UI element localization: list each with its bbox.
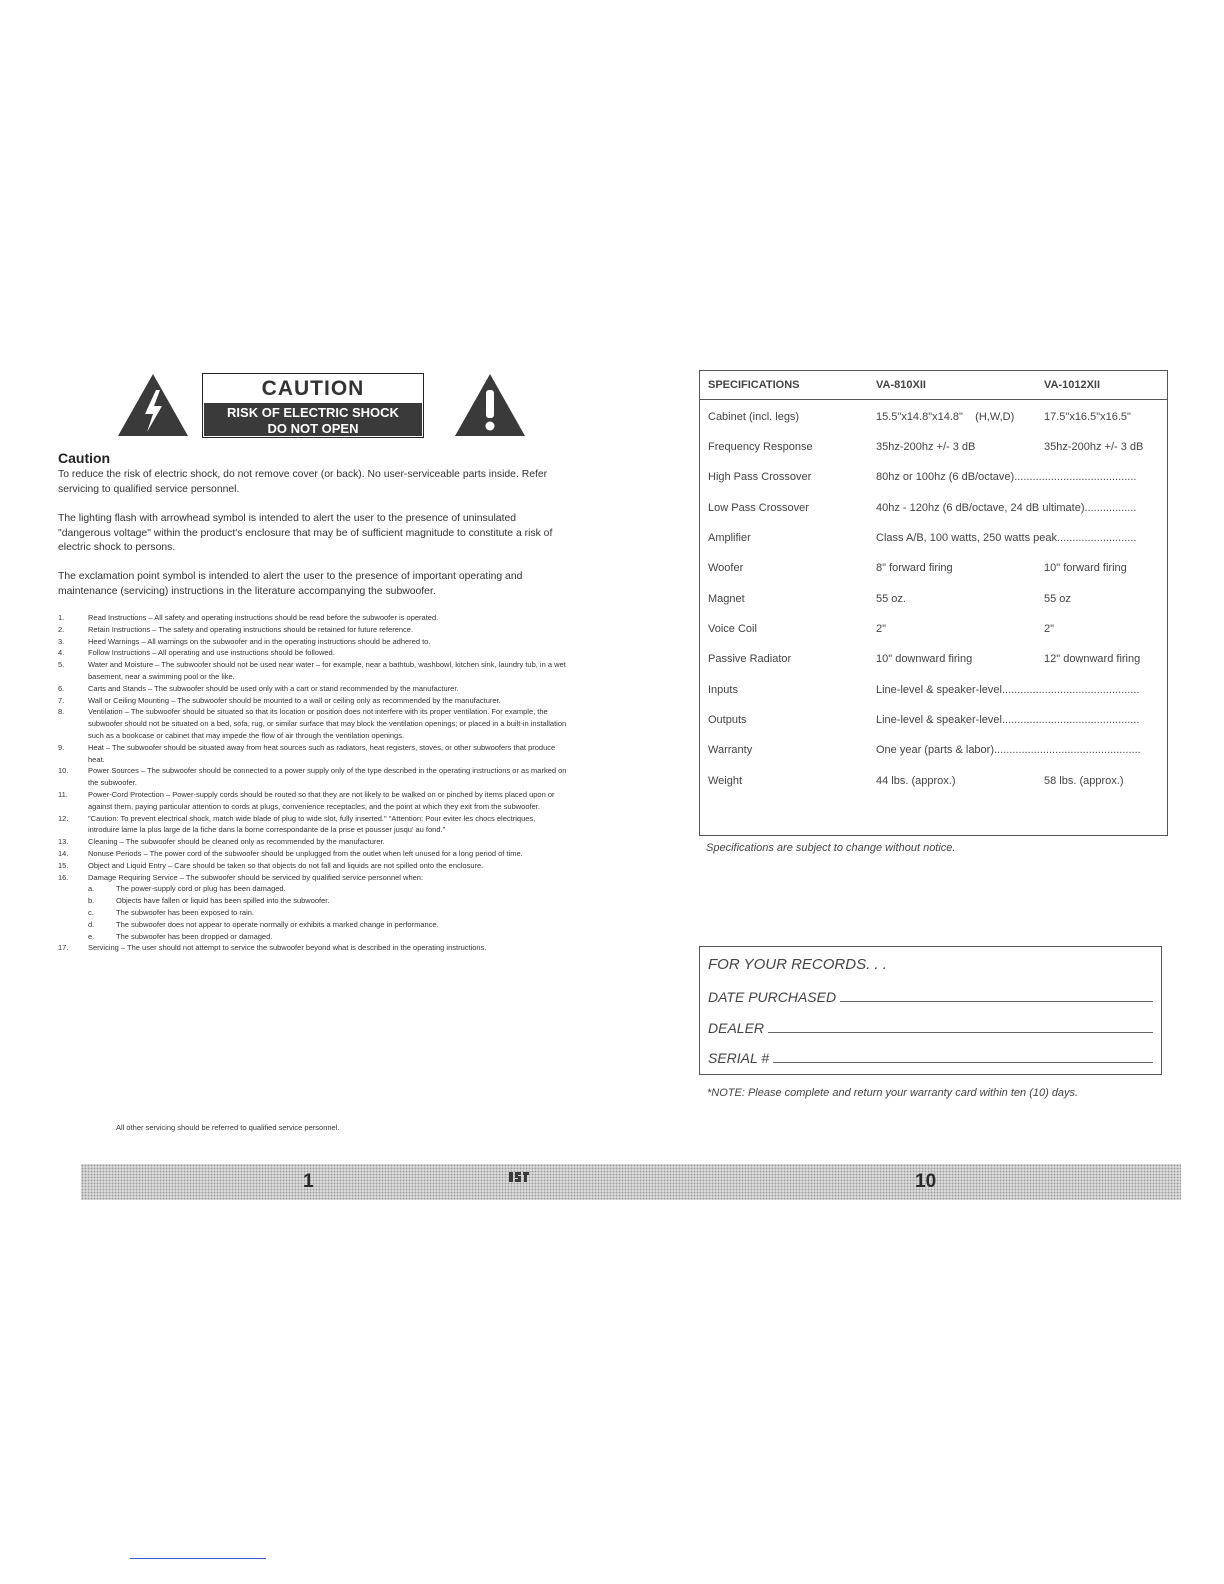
spec-row-weight: Weight 44 lbs. (approx.) 58 lbs. (approx.)	[708, 775, 1124, 787]
instruction-item: 14. Nonuse Periods – The power cord of the subwoofer should be unplugged from the outlet when left unused for a long period of time.	[58, 848, 523, 858]
spec-row-outputs: Outputs Line-level & speaker-level.............................................	[708, 714, 1140, 726]
records-title: FOR YOUR RECORDS. . .	[708, 956, 887, 973]
service-condition-item: e. The subwoofer has been dropped or damaged.	[88, 931, 273, 941]
date-purchased-field: DATE PURCHASED	[708, 985, 1153, 1005]
spec-header-divider	[700, 399, 1167, 400]
spec-header-label: SPECIFICATIONS	[708, 379, 800, 391]
instruction-item: 8. Ventilation – The subwoofer should be situated so that its location or position does not interfere with its proper ventilation. For example, the subwoofer should not be situated on a bed, sofa, rug, or similar surface that may block the ventilation openings; or placed in a built-in installation such as a bookcase or cabinet that may impede the flow of air through the ventilation openings.	[58, 707, 567, 740]
lightning-warning-icon	[116, 372, 190, 438]
spec-row-magnet: Magnet 55 oz. 55 oz	[708, 593, 1071, 605]
spec-row-inputs: Inputs Line-level & speaker-level.............................................	[708, 684, 1140, 696]
page-number-left: 1	[303, 1171, 314, 1192]
caution-paragraph-2: The lighting flash with arrowhead symbol is intended to alert the user to the presence of uninsulated "dangerous voltage" within the product's enclosure that may be of sufficient magnitude to constitute a risk of electric shock to persons.	[58, 513, 553, 553]
spec-header-model-b: VA-1012XII	[1044, 379, 1101, 391]
instruction-item: 1. Read Instructions – All safety and operating instructions should be read before the subwoofer is operated.	[58, 613, 439, 622]
instruction-item: 17. Servicing – The user should not attempt to service the subwoofer beyond what is described in the operating instructions.	[58, 943, 487, 953]
exclamation-warning-icon	[453, 372, 527, 438]
spec-row-frequency-response: Frequency Response 35hz-200hz +/- 3 dB 35hz-200hz +/- 3 dB	[708, 441, 1144, 453]
spec-row-cabinet: Cabinet (incl. legs) 15.5"x14.8"x14.8" (H,W,D) 17.5"x16.5"x16.5"	[708, 411, 1131, 423]
service-condition-item: b. Objects have fallen or liquid has been spilled into the subwoofer.	[88, 896, 330, 906]
instruction-item: 15. Object and Liquid Entry – Care should be taken so that objects do not fall and liquids are not spilled onto the enclosure.	[58, 860, 484, 870]
closing-note: All other servicing should be referred to qualified service personnel.	[116, 1123, 340, 1132]
safety-instructions-list	[58, 612, 568, 954]
caution-label-box	[202, 373, 424, 438]
instruction-item: 2. Retain Instructions – The safety and operating instructions should be retained for future reference.	[58, 624, 414, 634]
specifications-note: Specifications are subject to change without notice.	[706, 842, 956, 854]
instruction-item: 13. Cleaning – The subwoofer should be cleaned only as recommended by the manufacturer.	[58, 837, 385, 847]
instruction-item: 12. "Caution: To prevent electrical shock, match wide blade of plug to wide slot, fully inserted." "Attention: Pour eviter les chocs electriques, introduire lame la plus large de la fiche dans la borne correspondante de la prise et pousser jusqu' au fond."	[58, 813, 536, 835]
spec-row-warranty: Warranty One year (parts & labor)................................................	[708, 744, 1141, 756]
spec-row-passive-radiator: Passive Radiator 10" downward firing 12" downward firing	[708, 653, 1141, 665]
specifications-table	[699, 370, 1168, 836]
caution-paragraph-3: The exclamation point symbol is intended to alert the user to the presence of important operating and maintenance (servicing) instructions in the literature accompanying the subwoofer.	[58, 571, 523, 597]
serial-number-field: SERIAL #	[708, 1046, 1153, 1066]
caution-title: CAUTION	[261, 377, 365, 400]
instruction-item: 5. Water and Moisture – The subwoofer should not be used near water – for example, near a bathtub, washbowl, kitchen sink, laundry tub, in a wet basement, near a swimming pool or the like.	[58, 660, 566, 681]
warranty-card-note: *NOTE: Please complete and return your warranty card within ten (10) days.	[707, 1087, 1079, 1099]
instruction-item: 3. Heed Warnings – All warnings on the subwoofer and in the operating instructions should be adhered to.	[58, 636, 431, 646]
footer-band	[81, 1164, 1181, 1200]
instruction-item: 6. Carts and Stands – The subwoofer should be used only with a cart or stand recommended by the manufacturer.	[58, 683, 459, 693]
spec-header-model-a: VA-810XII	[876, 379, 926, 391]
caution-line-2: DO NOT OPEN	[267, 421, 359, 436]
dealer-field: DEALER	[708, 1016, 1153, 1036]
service-condition-item: c. The subwoofer has been exposed to rain.	[88, 907, 255, 917]
spec-row-amplifier: Amplifier Class A/B, 100 watts, 250 watts peak..........................	[708, 532, 1137, 544]
instruction-item: 16. Damage Requiring Service – The subwoofer should be serviced by qualified service personnel when: a. The power-supply cord or plug has been damaged. b. Objects have fallen or liquid has been spilled into the subwoofer. c. The subwoofer has been exposed to rain. d. The subwoofer does not appear to operate normally or exhibits a marked change in performance. e. The subwoofer has been dropped or damaged.	[58, 872, 568, 943]
service-condition-item: a. The power-supply cord or plug has been damaged.	[88, 884, 286, 894]
scan-artifact-line	[130, 1558, 266, 1559]
caution-warning-band	[204, 403, 422, 436]
brand-logo-icon	[508, 1170, 530, 1184]
caution-line-1: RISK OF ELECTRIC SHOCK	[227, 405, 399, 420]
instruction-item: 9. Heat – The subwoofer should be situated away from heat sources such as radiators, heat registers, stoves, or other subwoofers that produce heat.	[58, 742, 556, 764]
page-number-right: 10	[915, 1171, 937, 1192]
caution-paragraph-1: To reduce the risk of electric shock, do not remove cover (or back). No user-serviceable parts inside. Refer servicing to qualified service personnel.	[58, 469, 548, 495]
service-condition-item: d. The subwoofer does not appear to operate normally or exhibits a marked change in performance.	[88, 919, 439, 929]
caution-heading: Caution	[58, 450, 111, 466]
spec-row-high-pass: High Pass Crossover 80hz or 100hz (6 dB/octave)........................................	[708, 471, 1137, 483]
instruction-item: 7. Wall or Ceiling Mounting – The subwoofer should be mounted to a wall or ceiling only as recommended by the manufacturer.	[58, 695, 501, 705]
instruction-item: 11. Power-Cord Protection – Power-supply cords should be routed so that they are not likely to be walked on or pinched by items placed upon or against them, paying particular attention to cords at plugs, convenience receptacles, and the point at which they exit from the subwoofer.	[58, 789, 555, 811]
records-box	[699, 946, 1162, 1075]
spec-row-voice-coil: Voice Coil 2" 2"	[708, 623, 1055, 635]
spec-row-low-pass: Low Pass Crossover 40hz - 120hz (6 dB/octave, 24 dB ultimate).................	[708, 502, 1137, 514]
instruction-item: 10. Power Sources – The subwoofer should be connected to a power supply only of the type described in the operating instructions or as marked on the subwoofer.	[58, 766, 567, 788]
spec-row-woofer: Woofer 8" forward firing 10" forward firing	[708, 562, 1127, 574]
instruction-item: 4. Follow Instructions – All operating and use instructions should be followed.	[58, 648, 335, 658]
service-conditions-list	[88, 883, 568, 942]
